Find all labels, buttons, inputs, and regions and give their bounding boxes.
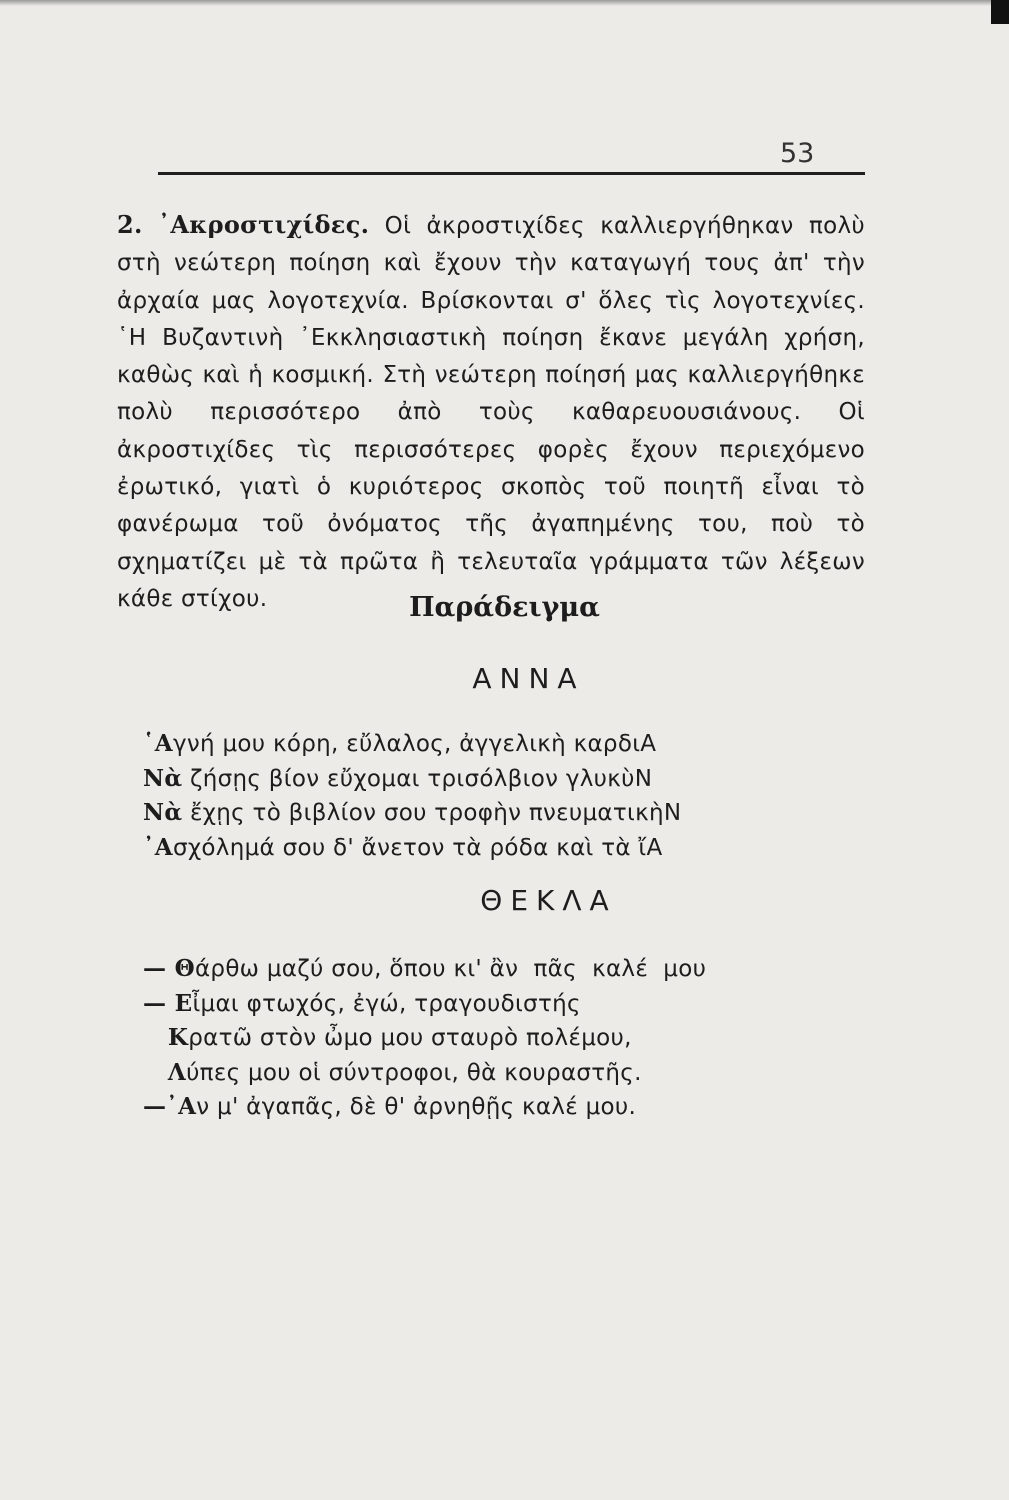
section-text: Οἱ ἀκροστιχίδες καλλιεργήθηκαν πολὺ στὴ νεώτερη ποίηση καὶ ἔχουν τὴν καταγωγή τους ἀπ' τὴν ἀρχαία μας λογοτεχνία. Βρίσκονται σ' ὅλες τὶς λογοτεχνίες. ῾Η Βυζαντινὴ ᾿Εκκλησιαστικὴ ποίηση ἔκανε μεγάλη χρήση, καθὼς καὶ ἡ κοσμική. Στὴ νεώτερη ποίησή μας καλλιεργήθηκε πολὺ περισσότερο ἀπὸ τοὺς καθαρευουσιάνους. Οἱ ἀκροστιχίδες τὶς περισσότερες φορὲς ἔχουν περιεχόμενο ἐρωτικό, γιατὶ ὁ κυριότερος σκοπὸς τοῦ ποιητῆ εἶναι τὸ φανέρωμα τοῦ ὀνόματος τῆς ἀγαπημένης του, ποὺ τὸ σχηματίζει μὲ τὰ πρῶτα ἢ τελευταῖα γράμματα τῶν λέξεων κάθε στίχου.	[117, 213, 865, 612]
poem-line: — Εἶμαι φτωχός, ἐγώ, τραγουδιστής	[143, 989, 581, 1017]
poem-line: Λύπες μου οἱ σύντροφοι, θὰ κουραστῆς.	[143, 1058, 642, 1086]
section-number: 2.	[117, 210, 143, 239]
poem-line: ᾿Ασχόλημά σου δ' ἄνετον τὰ ρόδα καὶ τὰ ἴΑ	[143, 833, 663, 861]
page-corner-mark	[991, 0, 1009, 24]
poem-title-thekla: ΘΕΚΛΑ	[480, 884, 617, 917]
example-title: Παράδειγμα	[409, 592, 600, 623]
poem-line: —᾿Αν μ' ἀγαπᾶς, δὲ θ' ἀρνηθῇς καλέ μου.	[143, 1093, 637, 1120]
page-number: 53	[780, 138, 815, 169]
poem-line: Νὰ ζήσῃς βίον εὔχομαι τρισόλβιον γλυκὺΝ	[143, 764, 653, 792]
poem-line: Νὰ ἔχῃς τὸ βιβλίον σου τροφὴν πνευματικὴΝ	[143, 799, 682, 826]
poem-thekla	[143, 952, 706, 1125]
poem-line: ῾Αγνή μου κόρη, εὔλαλος, ἀγγελικὴ καρδιΑ	[143, 730, 657, 757]
header-rule	[158, 172, 865, 175]
poem-title-anna: ΑΝΝΑ	[472, 662, 585, 695]
poem-line: — Θάρθω μαζύ σου, ὅπου κι' ἂν πᾶς καλέ μου	[143, 955, 707, 982]
poem-anna	[143, 727, 681, 865]
section-paragraph	[117, 206, 865, 618]
section-heading: ᾿Ακροστιχίδες.	[158, 210, 370, 239]
page-top-edge	[0, 0, 1009, 6]
poem-line: Κρατῶ στὸν ὦμο μου σταυρὸ πολέμου,	[143, 1024, 632, 1051]
